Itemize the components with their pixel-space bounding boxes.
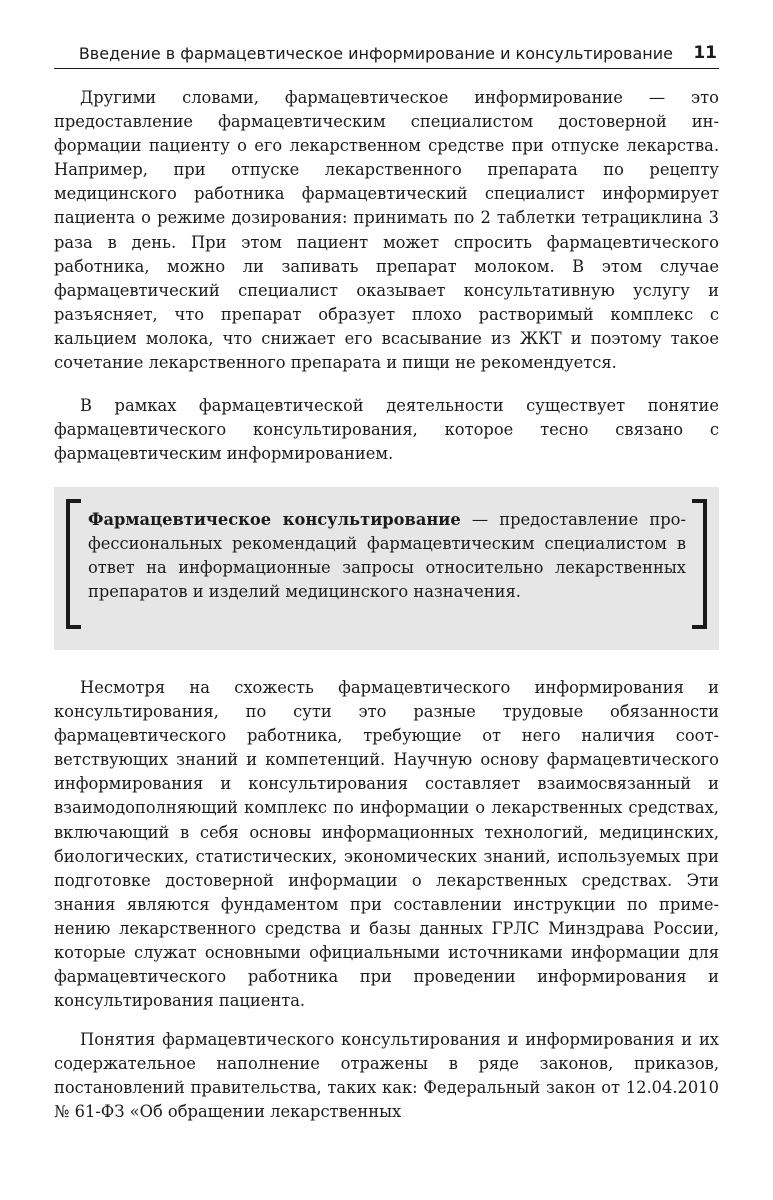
definition-term: Фармацевтическое консультирование (88, 510, 461, 529)
left-bracket-icon (66, 499, 81, 629)
running-header-title: Введение в фармацевтическое информирование и консультирование (78, 44, 673, 63)
right-bracket-icon (692, 499, 707, 629)
running-header (54, 40, 719, 69)
definition-text (88, 508, 686, 604)
page-number: 11 (693, 43, 717, 63)
body-paragraph-2: В рамках фармацевтической деятельности существует понятие фармацевтического консультирования, которое тесно связано с фармацевтическим информированием. (54, 396, 719, 464)
definition-box (54, 487, 719, 650)
body-paragraph-4: Понятия фармацевтического консультирования и информирования и их содержательное наполнение отражены в ряде законов, приказов, постановлений правительства, таких как: Федеральный закон от 12.04.2010 № 61-ФЗ «Об обращении лекарственных (54, 1030, 719, 1122)
body-paragraph-3: Несмотря на схожесть фармацевтического информирования и консультирования, по сути это разные трудовые обязанности фармацевтического работника, требующие от него наличия соответствующих знаний и компетенций. Научную основу фармацевтического информирования и консультирования составляет взаимосвязанный и взаимодополняющий комплекс по информации о лекарственных средствах, включающий в себя основы информационных технологий, медицинских, биологических, статистических, экономических знаний, используемых при подготовке достоверной информации о лекарственных средствах. Эти знания являются фундаментом при составлении инструкции по применению лекарственного средства и базы данных ГРЛС Минздрава России, которые служат основными официальными источниками информации для фармацевтического работника при проведении информирования и консультирования пациента. (54, 678, 719, 1011)
definition-body: — предоставление профессиональных рекомендаций фармацевтическим специалистом в ответ на информационные запросы относительно лекарственных препаратов и изделий медицинского назначения. (88, 510, 686, 602)
body-paragraph-1: Другими словами, фармацевтическое информирование — это предоставление фармацевтическим специалистом достоверной информации пациенту о его лекарственном средстве при отпуске лекарства. Например, при отпуске лекарственного препарата по рецепту медицинского работника фармацевтический специалист информирует пациента о режиме дозирования: принимать по 2 таблетки тетрациклина 3 раза в день. При этом пациент может спросить фармацевтического работника, можно ли запивать препарат молоком. В этом случае фармацевтический специалист оказывает консультативную услугу и разъясняет, что препарат образует плохо растворимый комплекс с кальцием молока, что снижает его всасывание из ЖКТ и поэтому такое сочетание лекарственного препарата и пищи не рекомендуется. (54, 88, 719, 373)
